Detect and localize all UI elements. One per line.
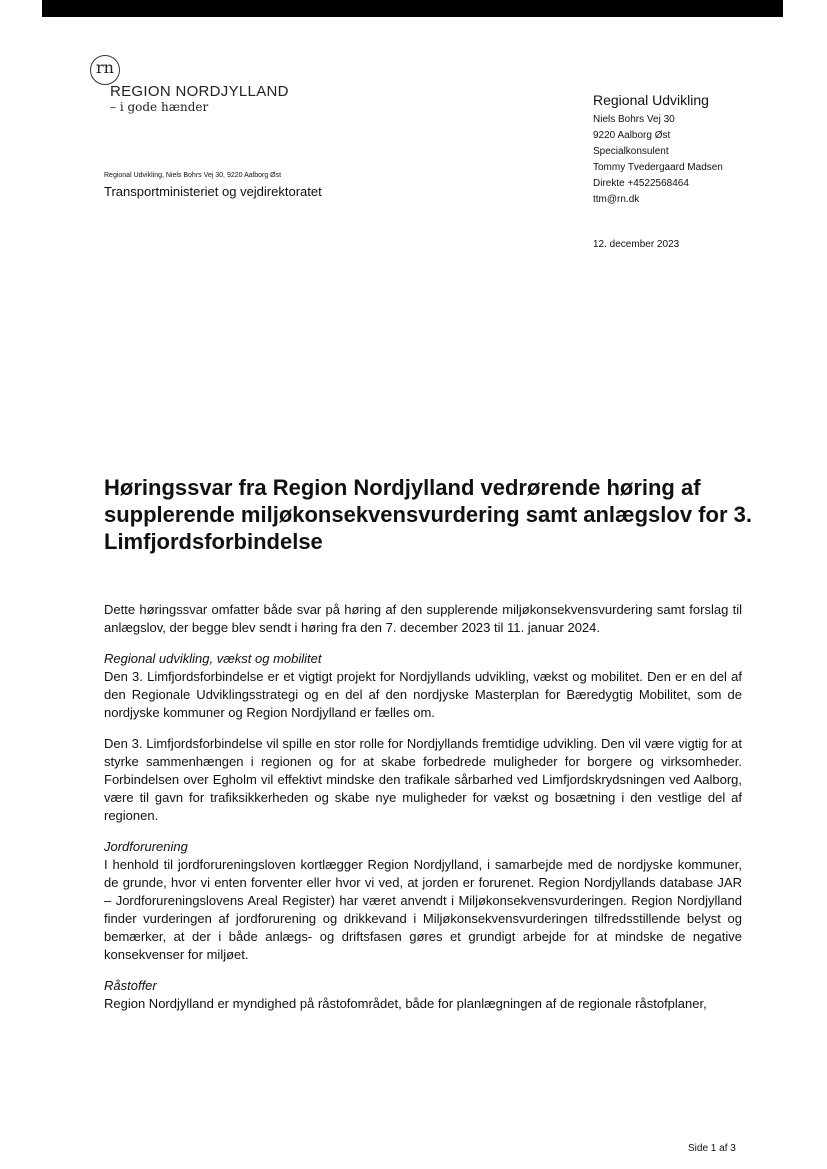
contact-role: Specialkonsulent — [593, 146, 669, 157]
logo-name: REGION NORDJYLLAND — [110, 83, 289, 100]
letter-date: 12. december 2023 — [593, 239, 680, 250]
scan-top-bar — [42, 0, 783, 17]
contact-email: ttm@rn.dk — [593, 194, 640, 205]
page-number: Side 1 af 3 — [688, 1143, 736, 1154]
logo-tagline: – i gode hænder — [110, 100, 209, 114]
raastoffer-paragraph: Region Nordjylland er myndighed på råstofområdet, både for planlægningen af de regionale råstofplaner, — [104, 996, 707, 1011]
contact-block — [593, 91, 723, 208]
contact-street: Niels Bohrs Vej 30 — [593, 114, 675, 125]
section-heading-raastoffer: Råstoffer — [104, 978, 157, 993]
contact-city: 9220 Aalborg Øst — [593, 130, 671, 141]
sender-line: Regional Udvikling, Niels Bohrs Vej 30, 9220 Aalborg Øst — [104, 172, 282, 179]
section-heading-regional: Regional udvikling, vækst og mobilitet — [104, 651, 322, 666]
rn-logo-icon: rn — [90, 55, 120, 85]
intro-paragraph: Dette høringssvar omfatter både svar på høring af den supplerende miljøkonsekvensvurdering samt forslag til anlægslov, der begge blev sendt i høring fra den 7. december 2023 til 11. januar 2024. — [104, 602, 742, 635]
contact-phone: Direkte +4522568464 — [593, 178, 689, 189]
regional-paragraph-1: Den 3. Limfjordsforbindelse er et vigtigt projekt for Nordjyllands udvikling, vækst og mobilitet. Den er en del af den Regionale Udviklingsstrategi og en del af den nordjyske Masterplan for Bæredygtig Mobilitet, som de nordjyske kommuner og Region Nordjylland er fælles om. — [104, 669, 742, 720]
regional-paragraph-2: Den 3. Limfjordsforbindelse vil spille en stor rolle for Nordjyllands fremtidige udvikling. Den vil være vigtig for at styrke sammenhængen i regionen og for at skabe forbedrede muligheder for borgere og virksomheder. Forbindelsen over Egholm vil effektivt mindske den trafikale sårbarhed ved Limfjordskrydsningen ved Aalborg, være til gavn for trafiksikkerheden og skabe nye muligheder for vækst og bosætning i den vestlige del af regionen. — [104, 736, 742, 823]
letter-body — [104, 601, 742, 1013]
jordforurening-paragraph: I henhold til jordforureningsloven kortlægger Region Nordjylland, i samarbejde med de nordjyske kommuner, de grunde, hvor vi enten forventer eller hvor vi ved, at jorden er forurenet. Region Nordjyllands database JAR – Jordforureningslovens Areal Register) har været anvendt i Miljøkonsekvensvurderingen. Region Nordjylland finder vurderingen af jordforurening og drikkevand i Miljøkonsekvensvurderingen tilfredsstillende belyst og bemærker, at der i både anlægs- og driftsfasen gøres et grundigt arbejde for at mindske de negative konsekvenser for miljøet. — [104, 857, 742, 962]
section-heading-jordforurening: Jordforurening — [104, 839, 188, 854]
contact-name: Tommy Tvedergaard Madsen — [593, 162, 723, 173]
document-title: Høringssvar fra Region Nordjylland vedrørende høring af supplerende miljøkonsekvensvurdering samt anlægslov for 3. Limfjordsforbindelse — [104, 475, 752, 554]
recipient: Transportministeriet og vejdirektoratet — [104, 184, 322, 199]
contact-department: Regional Udvikling — [593, 92, 709, 108]
